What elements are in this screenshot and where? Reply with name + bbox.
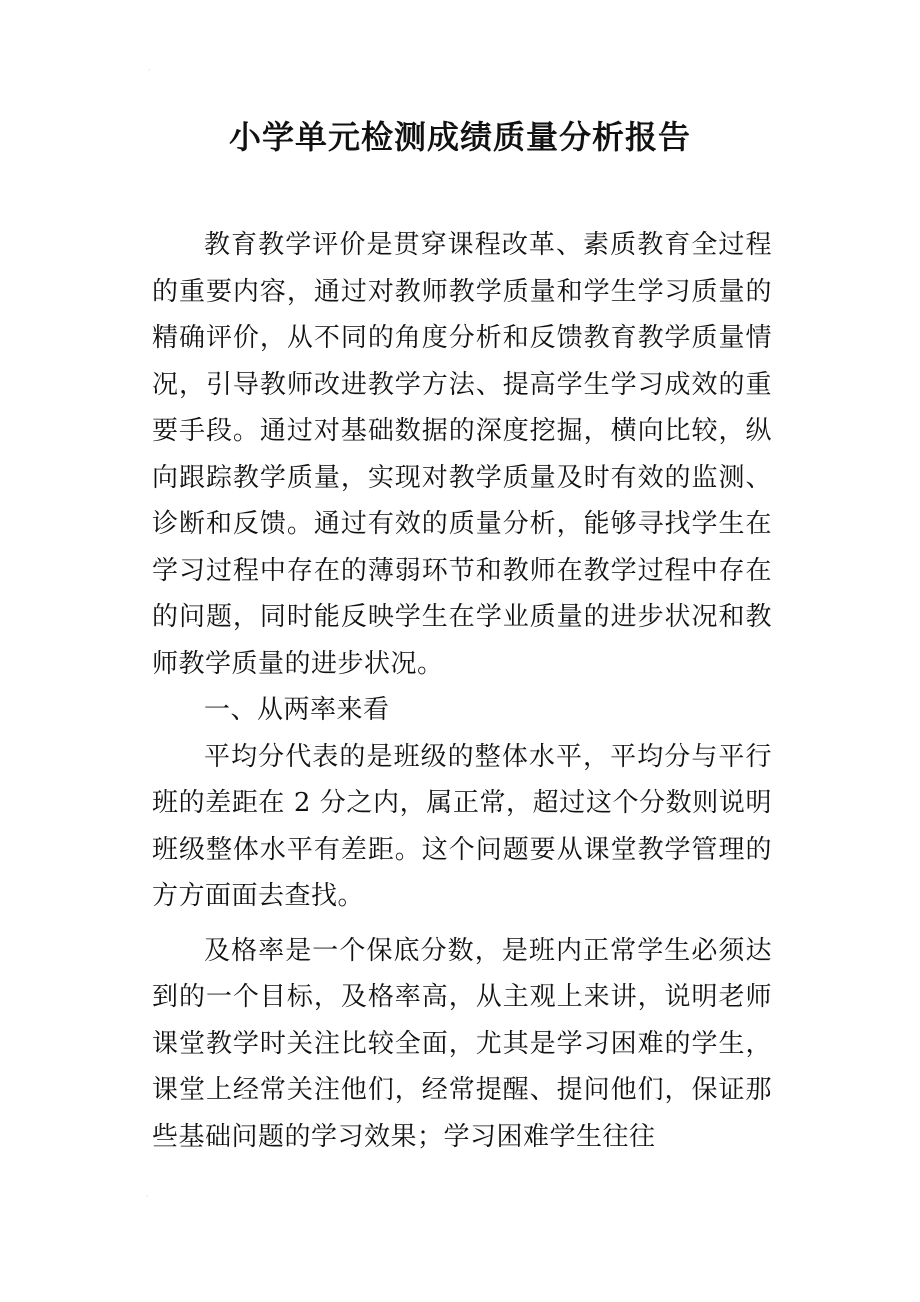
section-heading-two-rates: 一、从两率来看 — [204, 695, 390, 725]
paragraph-pass-rate: 及格率是一个保底分数，是班内正常学生必须达到的一个目标，及格率高，从主观上来讲，说明老师课堂教学时关注比较全面，尤其是学习困难的学生，课堂上经常关注他们，经常提醒、提问他们，保证那些基础问题的学习效果；学习困难学生往往 — [152, 935, 772, 1152]
paragraph-average-score: 平均分代表的是班级的整体水平，平均分与平行班的差距在 2 分之内，属正常，超过这个分数则说明班级整体水平有差距。这个问题要从课堂教学管理的方方面面去查找。 — [152, 741, 772, 911]
corner-mark-top: · — [148, 66, 151, 75]
document-title: 小学单元检测成绩质量分析报告 — [228, 118, 691, 156]
paragraph-intro: 教育教学评价是贯穿课程改革、素质教育全过程的重要内容，通过对教师教学质量和学生学习质量的精确评价，从不同的角度分析和反馈教育教学质量情况，引导教师改进教学方法、提高学生学习成效的重要手段。通过对基础数据的深度挖掘，横向比较，纵向跟踪教学质量，实现对教学质量及时有效的监测、诊断和反馈。通过有效的质量分析，能够寻找学生在学习过程中存在的薄弱环节和教师在教学过程中存在的问题，同时能反映学生在学业质量的进步状况和教师教学质量的进步状况。 — [152, 230, 772, 679]
document-body — [152, 222, 772, 1160]
corner-mark-bottom: · — [146, 1192, 149, 1201]
